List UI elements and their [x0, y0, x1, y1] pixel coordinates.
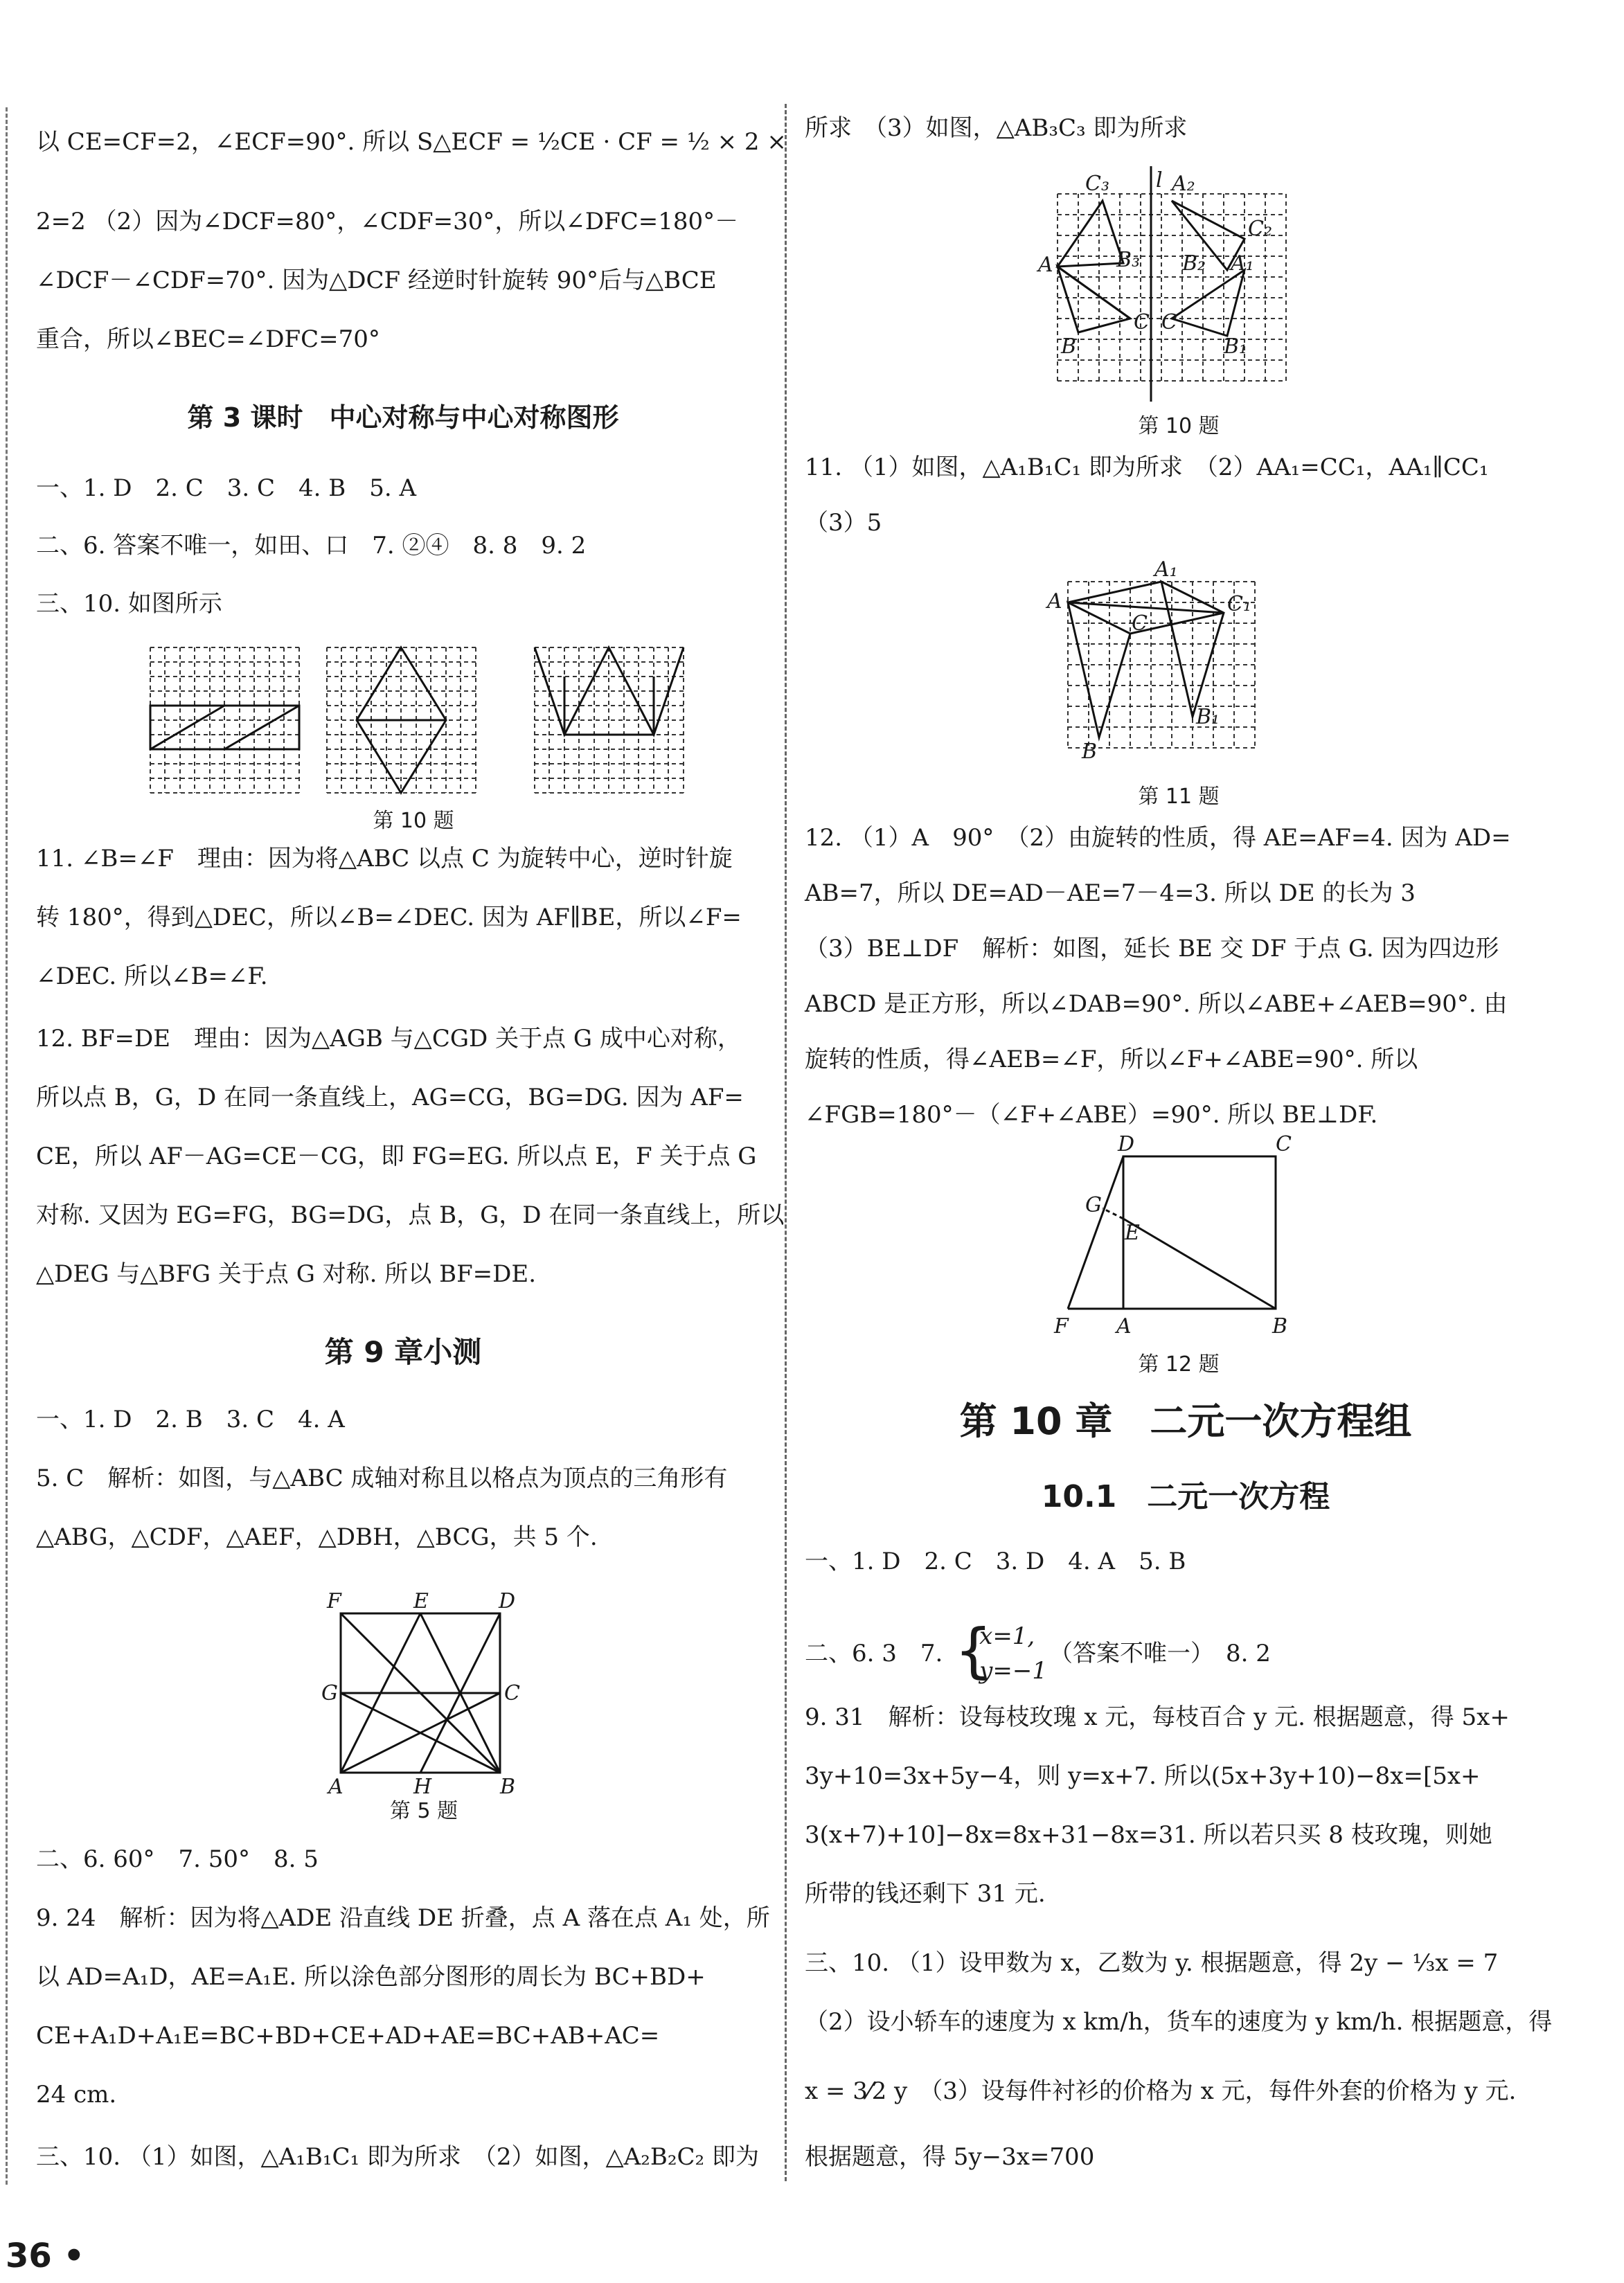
label: B — [1272, 1314, 1288, 1339]
figure-caption: 第 10 题 — [373, 809, 454, 833]
label: B₁ — [1224, 334, 1248, 359]
text-line: 所以点 B，G，D 在同一条直线上，AG=CG，BG=DG. 因为 AF= — [36, 1084, 744, 1111]
figure-caption: 第 10 题 — [1138, 414, 1220, 438]
label: B — [1061, 334, 1077, 359]
text-line: 三、10. （1）如图，△A₁B₁C₁ 即为所求 （2）如图，△A₂B₂C₂ 即为 — [36, 2143, 759, 2171]
text-line: 所求 （3）如图，△AB₃C₃ 即为所求 — [805, 114, 1188, 142]
figure-q5-square — [321, 1589, 521, 1799]
figure-q11-translation — [1047, 557, 1269, 769]
figure-grid-1 — [150, 647, 299, 793]
text-line: ∠DCF－∠CDF=70°. 因为△DCF 经逆时针旋转 90°后与△BCE — [36, 267, 717, 294]
label: C — [1161, 310, 1177, 334]
text-line: 5. C 解析：如图，与△ABC 成轴对称且以格点为顶点的三角形有 — [36, 1465, 728, 1492]
label: A₁ — [1231, 251, 1254, 276]
answer-line: 一、1. D 2. B 3. C 4. A — [36, 1406, 345, 1433]
text-line: 转 180°，得到△DEC，所以∠B=∠DEC. 因为 AF∥BE，所以∠F= — [36, 904, 742, 931]
figure-grid-3 — [535, 647, 684, 793]
label: E — [1125, 1221, 1140, 1245]
text-line: x = 3⁄2 y （3）设每件衬衫的价格为 x 元，每件外套的价格为 y 元. — [805, 2077, 1517, 2105]
chapter-quiz-heading: 第 9 章小测 — [324, 1335, 482, 1369]
label: C₃ — [1085, 172, 1109, 196]
text-line: 3(x+7)+10]−8x=8x+31−8x=31. 所以若只买 8 枝玫瑰，则她 — [805, 1821, 1492, 1849]
figure-caption: 第 12 题 — [1138, 1352, 1220, 1377]
label: A — [328, 1775, 343, 1799]
text-line: 2=2 （2）因为∠DCF=80°，∠CDF=30°，所以∠DFC=180°－ — [36, 208, 739, 235]
text-line: CE+A₁D+A₁E=BC+BD+CE+AD+AE=BC+AB+AC= — [36, 2022, 660, 2050]
figure-q10-reflection — [1038, 166, 1293, 402]
eq-x: x=1, — [979, 1622, 1035, 1650]
left-edge-dashed-line — [6, 107, 8, 2185]
label: C — [1132, 611, 1148, 636]
label: D — [499, 1589, 516, 1613]
label: B — [500, 1775, 516, 1799]
label: A — [1047, 589, 1062, 614]
equation-system — [954, 1616, 1047, 1686]
text-line: 9. 24 解析：因为将△ADE 沿直线 DE 折叠，点 A 落在点 A₁ 处，所 — [36, 1904, 770, 1932]
label: E — [413, 1589, 429, 1613]
text-line: 11. ∠B=∠F 理由：因为将△ABC 以点 C 为旋转中心，逆时针旋 — [36, 845, 733, 872]
label: C — [504, 1681, 520, 1705]
brace: { — [954, 1616, 992, 1685]
column-divider — [785, 104, 787, 2181]
text-line: CE，所以 AF－AG=CE－CG，即 FG=EG. 所以点 E，F 关于点 G — [36, 1143, 757, 1170]
label: F — [327, 1589, 341, 1613]
label: D — [1118, 1132, 1135, 1156]
label: A₂ — [1172, 172, 1195, 196]
eq-y: y=−1 — [979, 1657, 1047, 1685]
label: B₁ — [1196, 705, 1220, 729]
label: A₁ — [1154, 557, 1178, 582]
text-line: △DEG 与△BFG 关于点 G 对称. 所以 BF=DE. — [36, 1260, 537, 1288]
label: G — [1085, 1193, 1102, 1217]
text-line: △ABG，△CDF，△AEF，△DBH，△BCG，共 5 个. — [36, 1523, 598, 1551]
answer-prefix: 二、6. 3 7. — [805, 1640, 943, 1667]
text-line: 根据题意，得 5y−3x=700 — [805, 2143, 1095, 2171]
label: C — [1276, 1132, 1292, 1156]
figure-caption: 第 5 题 — [389, 1799, 458, 1823]
section-heading: 第 3 课时 中心对称与中心对称图形 — [187, 402, 619, 433]
text-line: 重合，所以∠BEC=∠DFC=70° — [36, 325, 380, 353]
answer-line: 二、6. 60° 7. 50° 8. 5 — [36, 1845, 319, 1873]
text-line: （3）BE⊥DF 解析：如图，延长 BE 交 DF 于点 G. 因为四边形 — [805, 935, 1499, 963]
text-line: ∠FGB=180°－（∠F+∠ABE）=90°. 所以 BE⊥DF. — [805, 1101, 1378, 1129]
answer-line: 一、1. D 2. C 3. C 4. B 5. A — [36, 474, 417, 502]
text-line: 12. BF=DE 理由：因为△AGB 与△CGD 关于点 G 成中心对称， — [36, 1025, 741, 1053]
label: C₁ — [1227, 592, 1251, 616]
text-line: 24 cm. — [36, 2081, 117, 2109]
text-line: AB=7，所以 DE=AD－AE=7－4=3. 所以 DE 的长为 3 — [805, 879, 1416, 907]
text-line: 三、10. （1）设甲数为 x，乙数为 y. 根据题意，得 2y − ⅓x = 7 — [805, 1949, 1499, 1977]
text-line: 9. 31 解析：设每枝玫瑰 x 元，每枝百合 y 元. 根据题意，得 5x+ — [805, 1703, 1510, 1731]
label: G — [321, 1681, 338, 1705]
answer-line: 三、10. 如图所示 — [36, 590, 222, 618]
chapter-heading: 第 10 章 二元一次方程组 — [959, 1399, 1412, 1443]
page-number: 36 • — [6, 2237, 85, 2275]
text-line: 所带的钱还剩下 31 元. — [805, 1880, 1046, 1908]
figure-q12-square — [1040, 1132, 1331, 1343]
label: F — [1054, 1314, 1069, 1339]
figure-caption: 第 11 题 — [1138, 785, 1220, 809]
answer-suffix: （答案不唯一） 8. 2 — [1049, 1640, 1271, 1667]
answer-line: 一、1. D 2. C 3. D 4. A 5. B — [805, 1548, 1186, 1575]
answer-line — [805, 1616, 1567, 1686]
label: C₂ — [1248, 217, 1272, 241]
text-line: （2）设小轿车的速度为 x km/h，货车的速度为 y km/h. 根据题意，得 — [805, 2008, 1553, 2036]
text-line: 3y+10=3x+5y−4，则 y=x+7. 所以(5x+3y+10)−8x=[5x+ — [805, 1762, 1481, 1790]
label: B₃ — [1116, 248, 1141, 272]
label: C — [1134, 310, 1150, 334]
text-line: ABCD 是正方形，所以∠DAB=90°. 所以∠ABE+∠AEB=90°. 由 — [805, 990, 1508, 1018]
section-heading: 10.1 二元一次方程 — [1041, 1479, 1330, 1514]
text-line: 11. （1）如图，△A₁B₁C₁ 即为所求 （2）AA₁=CC₁，AA₁∥CC₁ — [805, 454, 1489, 481]
text-line: （3）5 — [805, 509, 882, 537]
label: A — [1038, 253, 1053, 277]
label: A — [1116, 1314, 1132, 1339]
figure-grid-2 — [327, 647, 476, 793]
label: l — [1156, 168, 1163, 193]
answer-line: 二、6. 答案不唯一，如田、口 7. ②④ 8. 8 9. 2 — [36, 532, 587, 559]
text-line: 12. （1）A 90° （2）由旋转的性质，得 AE=AF=4. 因为 AD= — [805, 824, 1511, 852]
text-line: 对称. 又因为 EG=FG，BG=DG，点 B，G，D 在同一条直线上，所以 — [36, 1201, 785, 1229]
label: H — [413, 1775, 432, 1799]
text-line: 以 CE=CF=2，∠ECF=90°. 所以 S△ECF = ½CE · CF = ½ × 2 × — [36, 128, 787, 156]
text-line: ∠DEC. 所以∠B=∠F. — [36, 963, 268, 990]
text-line: 以 AD=A₁D，AE=A₁E. 所以涂色部分图形的周长为 BC+BD+ — [36, 1963, 706, 1991]
label: B₂ — [1182, 251, 1206, 276]
text-line: 旋转的性质，得∠AEB=∠F，所以∠F+∠ABE=90°. 所以 — [805, 1046, 1418, 1073]
label: B — [1082, 740, 1098, 764]
